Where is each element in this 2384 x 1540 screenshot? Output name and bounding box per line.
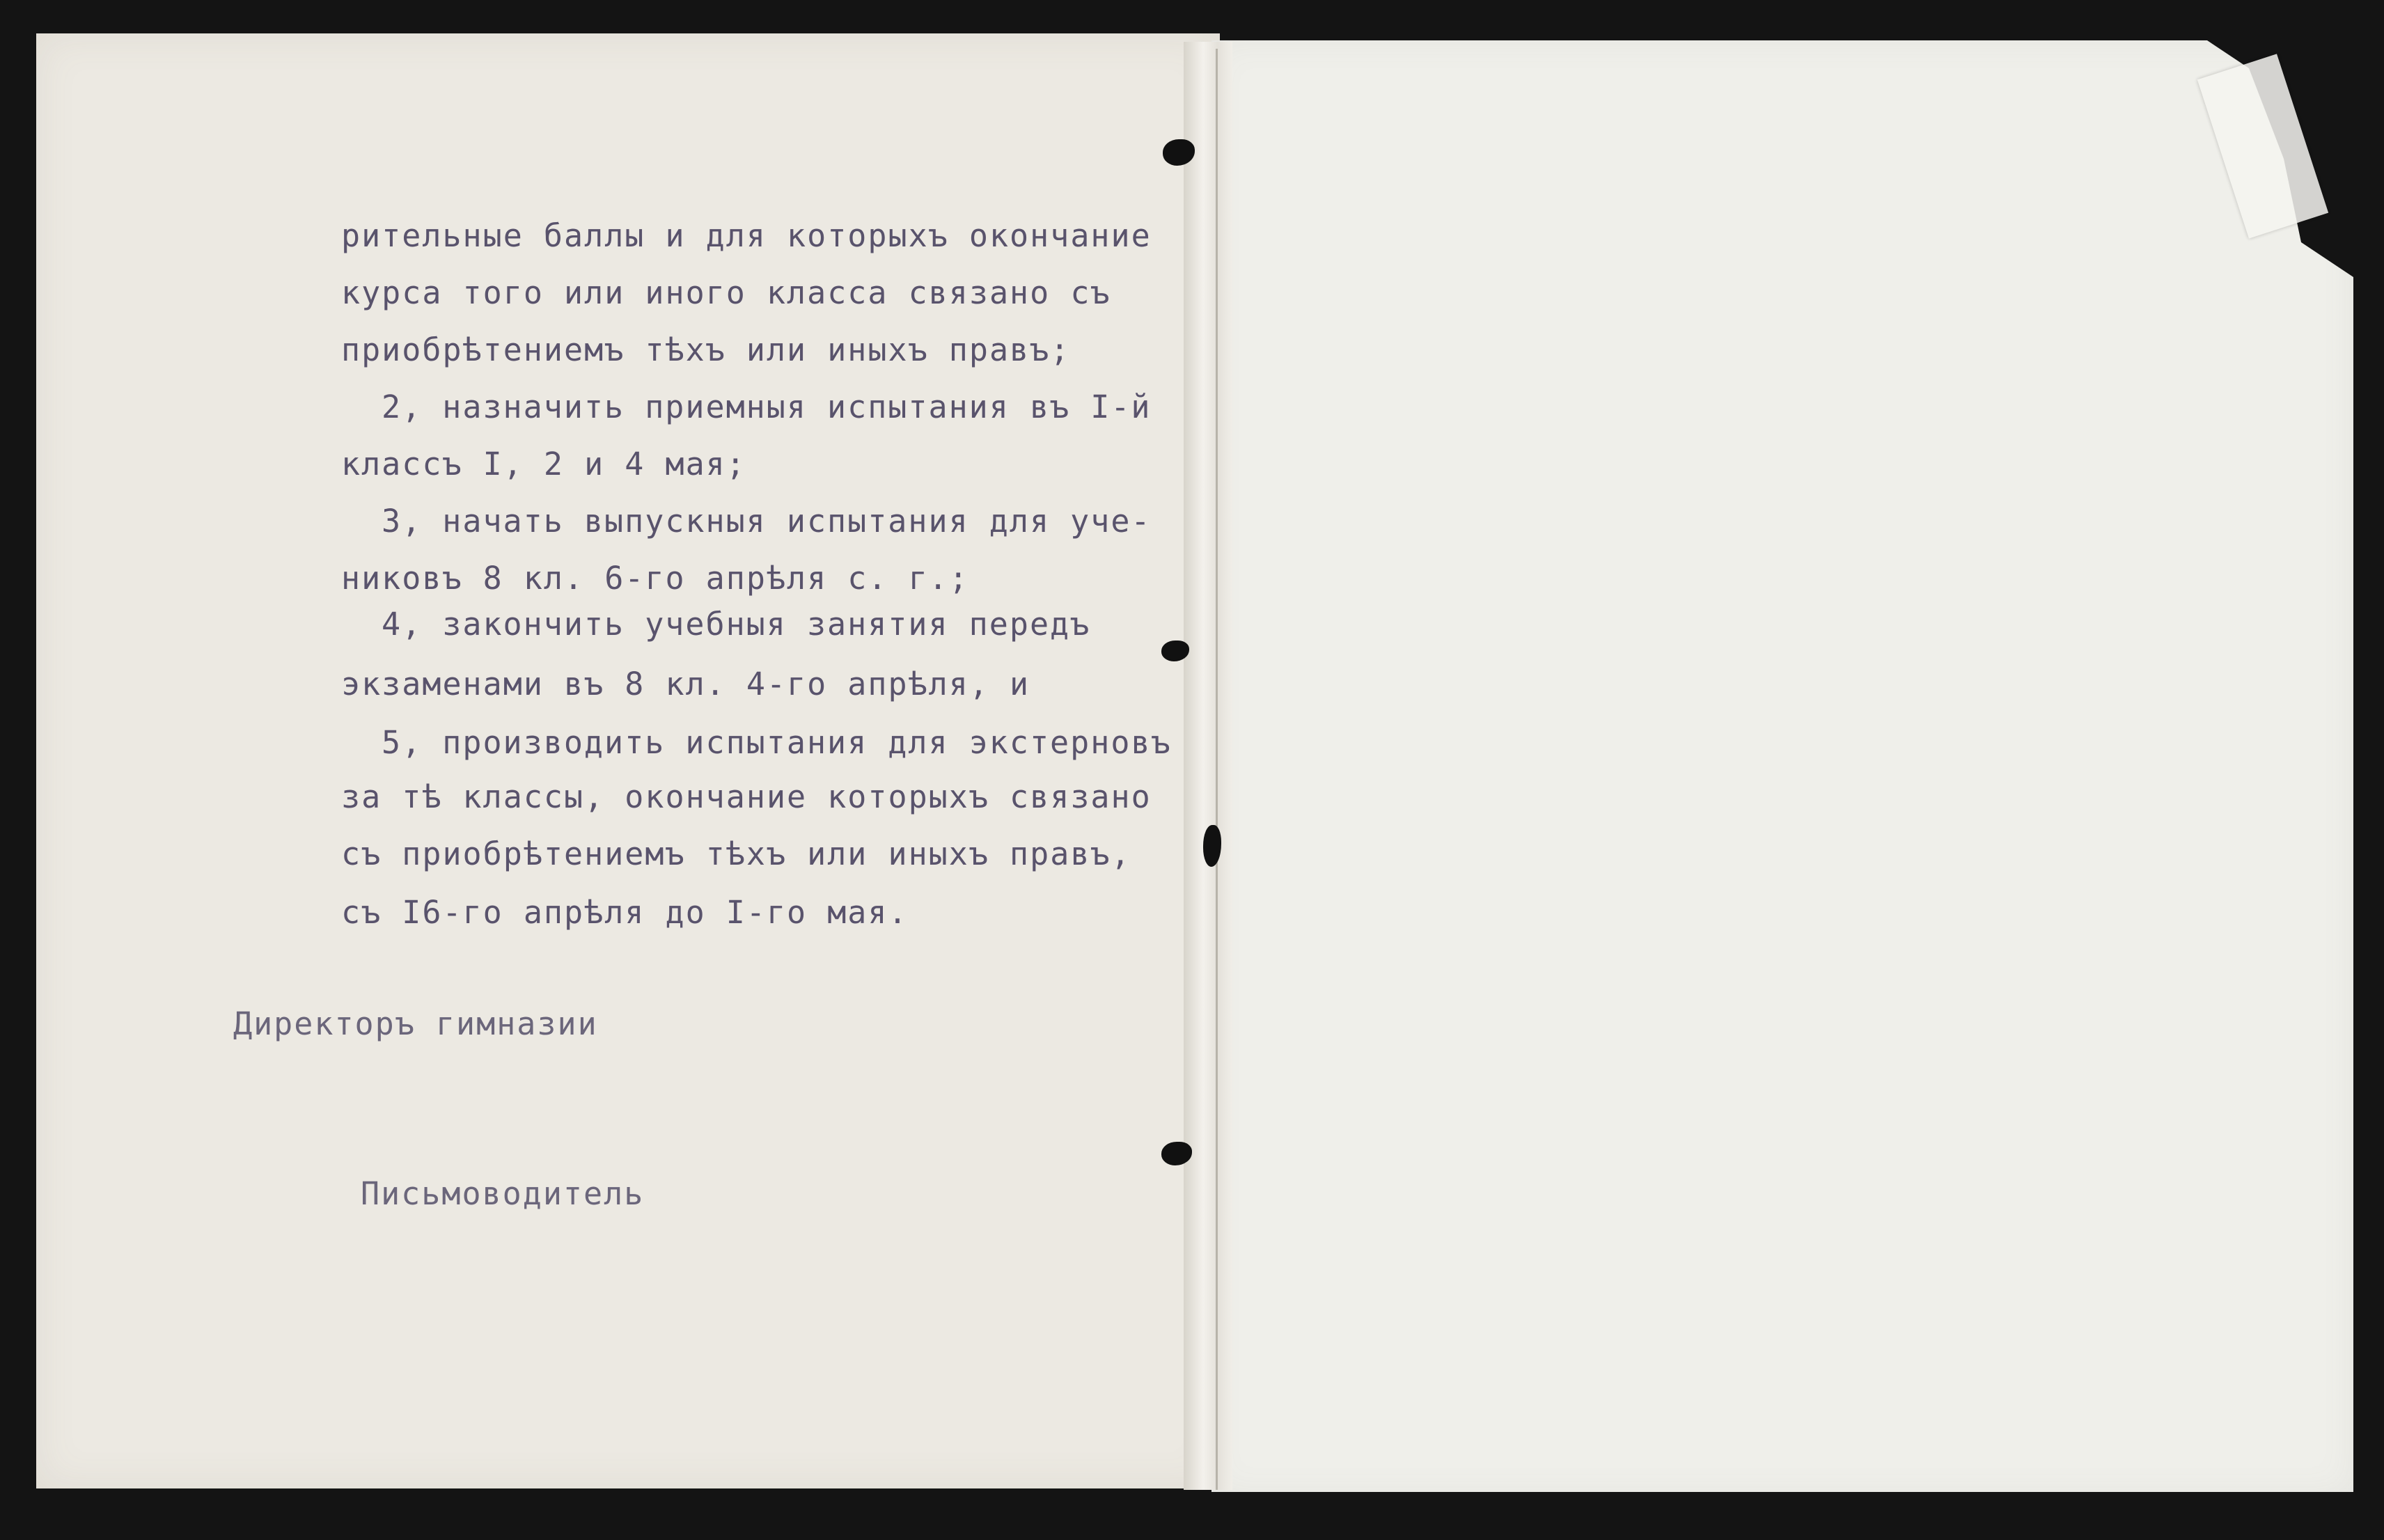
text-line: 3, начать выпускныя испытания для уче-: [382, 503, 1152, 540]
clerk-signature-label: Письмоводитель: [361, 1175, 645, 1212]
text-line: экзаменами въ 8 кл. 4-го апрѣля, и: [341, 666, 1030, 702]
text-line: курса того или иного класса связано съ: [341, 274, 1111, 311]
text-line: рительные баллы и для которыхъ окончание: [341, 217, 1152, 254]
text-line: съ приобрѣтениемъ тѣхъ или иныхъ правъ,: [341, 835, 1131, 872]
text-line: 5, производить испытания для экстерновъ: [382, 724, 1172, 761]
text-line: съ I6-го апрѣля до I-го мая.: [341, 894, 909, 931]
text-line: приобрѣтениемъ тѣхъ или иныхъ правъ;: [341, 331, 1071, 368]
right-page-blank: [1211, 40, 2353, 1495]
binding-crease: [1216, 49, 1218, 1490]
director-signature-label: Директоръ гимназии: [233, 1005, 598, 1042]
text-line: 4, закончить учебныя занятия передъ: [382, 606, 1091, 643]
page-fold: [1184, 42, 1232, 1490]
text-line: за тѣ классы, окончание которыхъ связано: [341, 778, 1152, 815]
text-line: 2, назначить приемныя испытания въ I-й: [382, 388, 1152, 425]
text-line: классъ I, 2 и 4 мая;: [341, 446, 746, 482]
text-line: никовъ 8 кл. 6-го апрѣля с. г.;: [341, 560, 969, 597]
